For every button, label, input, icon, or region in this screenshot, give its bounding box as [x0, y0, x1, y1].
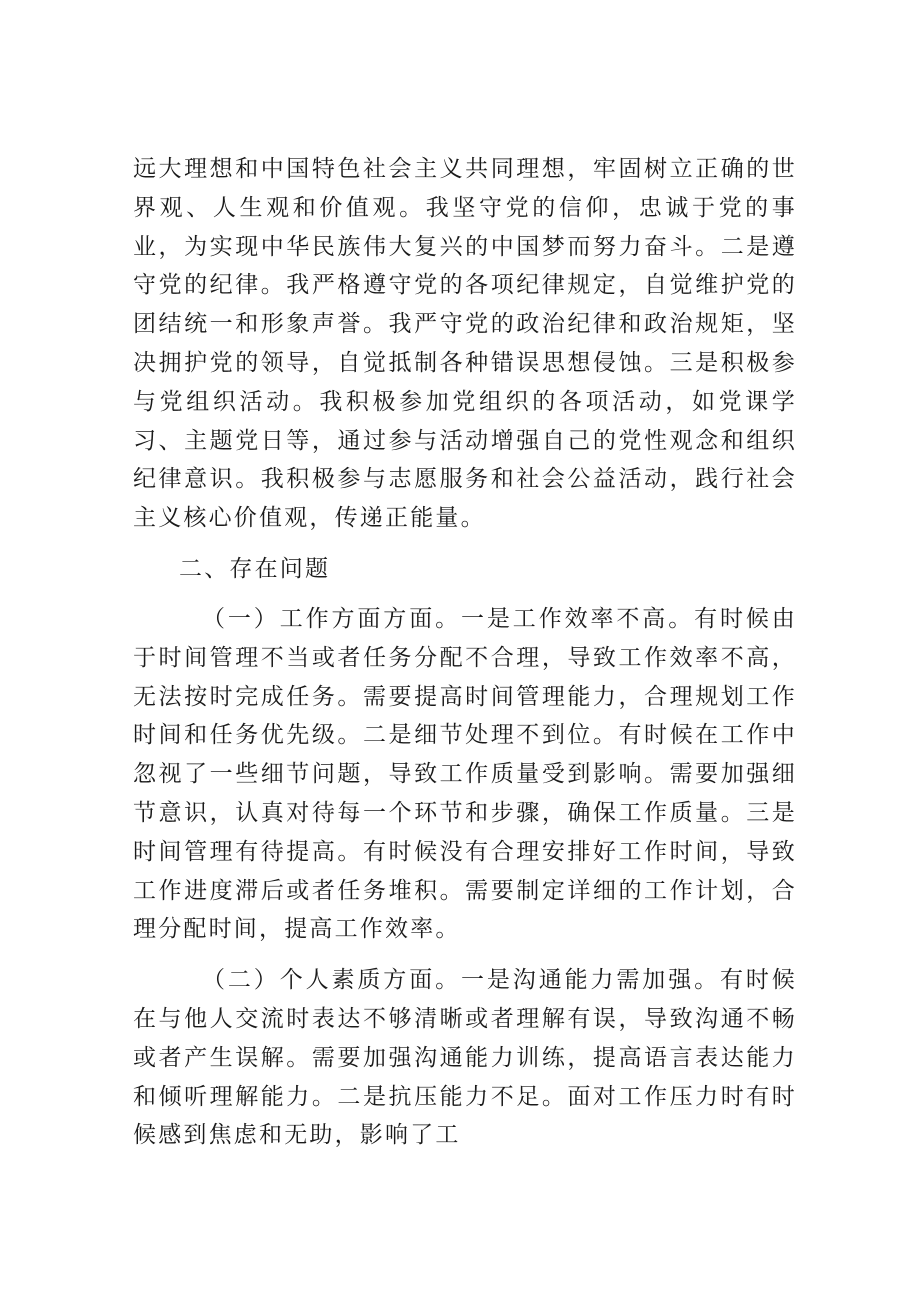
document-body — [133, 150, 797, 1155]
section-heading-problems: 二、存在问题 — [179, 556, 331, 582]
paragraph-personal-quality: （二）个人素质方面。一是沟通能力需加强。有时候在与他人交流时表达不够清晰或者理解有误，导致沟通不畅或者产生误解。需要加强沟通能力训练，提高语言表达能力和倾听理解能力。二是抗压能力不足。面对工作压力时有时候感到焦虑和无助，影响了工 — [133, 967, 797, 1149]
paragraph-work-aspect: （一）工作方面方面。一是工作效率不高。有时候由于时间管理不当或者任务分配不合理，导致工作效率不高，无法按时完成任务。需要提高时间管理能力，合理规划工作时间和任务优先级。二是细节处理不到位。有时候在工作中忽视了一些细节问题，导致工作质量受到影响。需要加强细节意识，认真对待每一个环节和步骤，确保工作质量。三是时间管理有待提高。有时候没有合理安排好工作时间，导致工作进度滞后或者任务堆积。需要制定详细的工作计划，合理分配时间，提高工作效率。 — [133, 606, 797, 943]
paragraph-party-spirit: 远大理想和中国特色社会主义共同理想，牢固树立正确的世界观、人生观和价值观。我坚守党的信仰，忠诚于党的事业，为实现中华民族伟大复兴的中国梦而努力奋斗。二是遵守党的纪律。我严格遵守党的各项纪律规定，自觉维护党的团结统一和形象声誉。我严守党的政治纪律和政治规矩，坚决拥护党的领导，自觉抵制各种错误思想侵蚀。三是积极参与党组织活动。我积极参加党组织的各项活动，如党课学习、主题党日等，通过参与活动增强自己的党性观念和组织纪律意识。我积极参与志愿服务和社会公益活动，践行社会主义核心价值观，传递正能量。 — [133, 156, 797, 532]
